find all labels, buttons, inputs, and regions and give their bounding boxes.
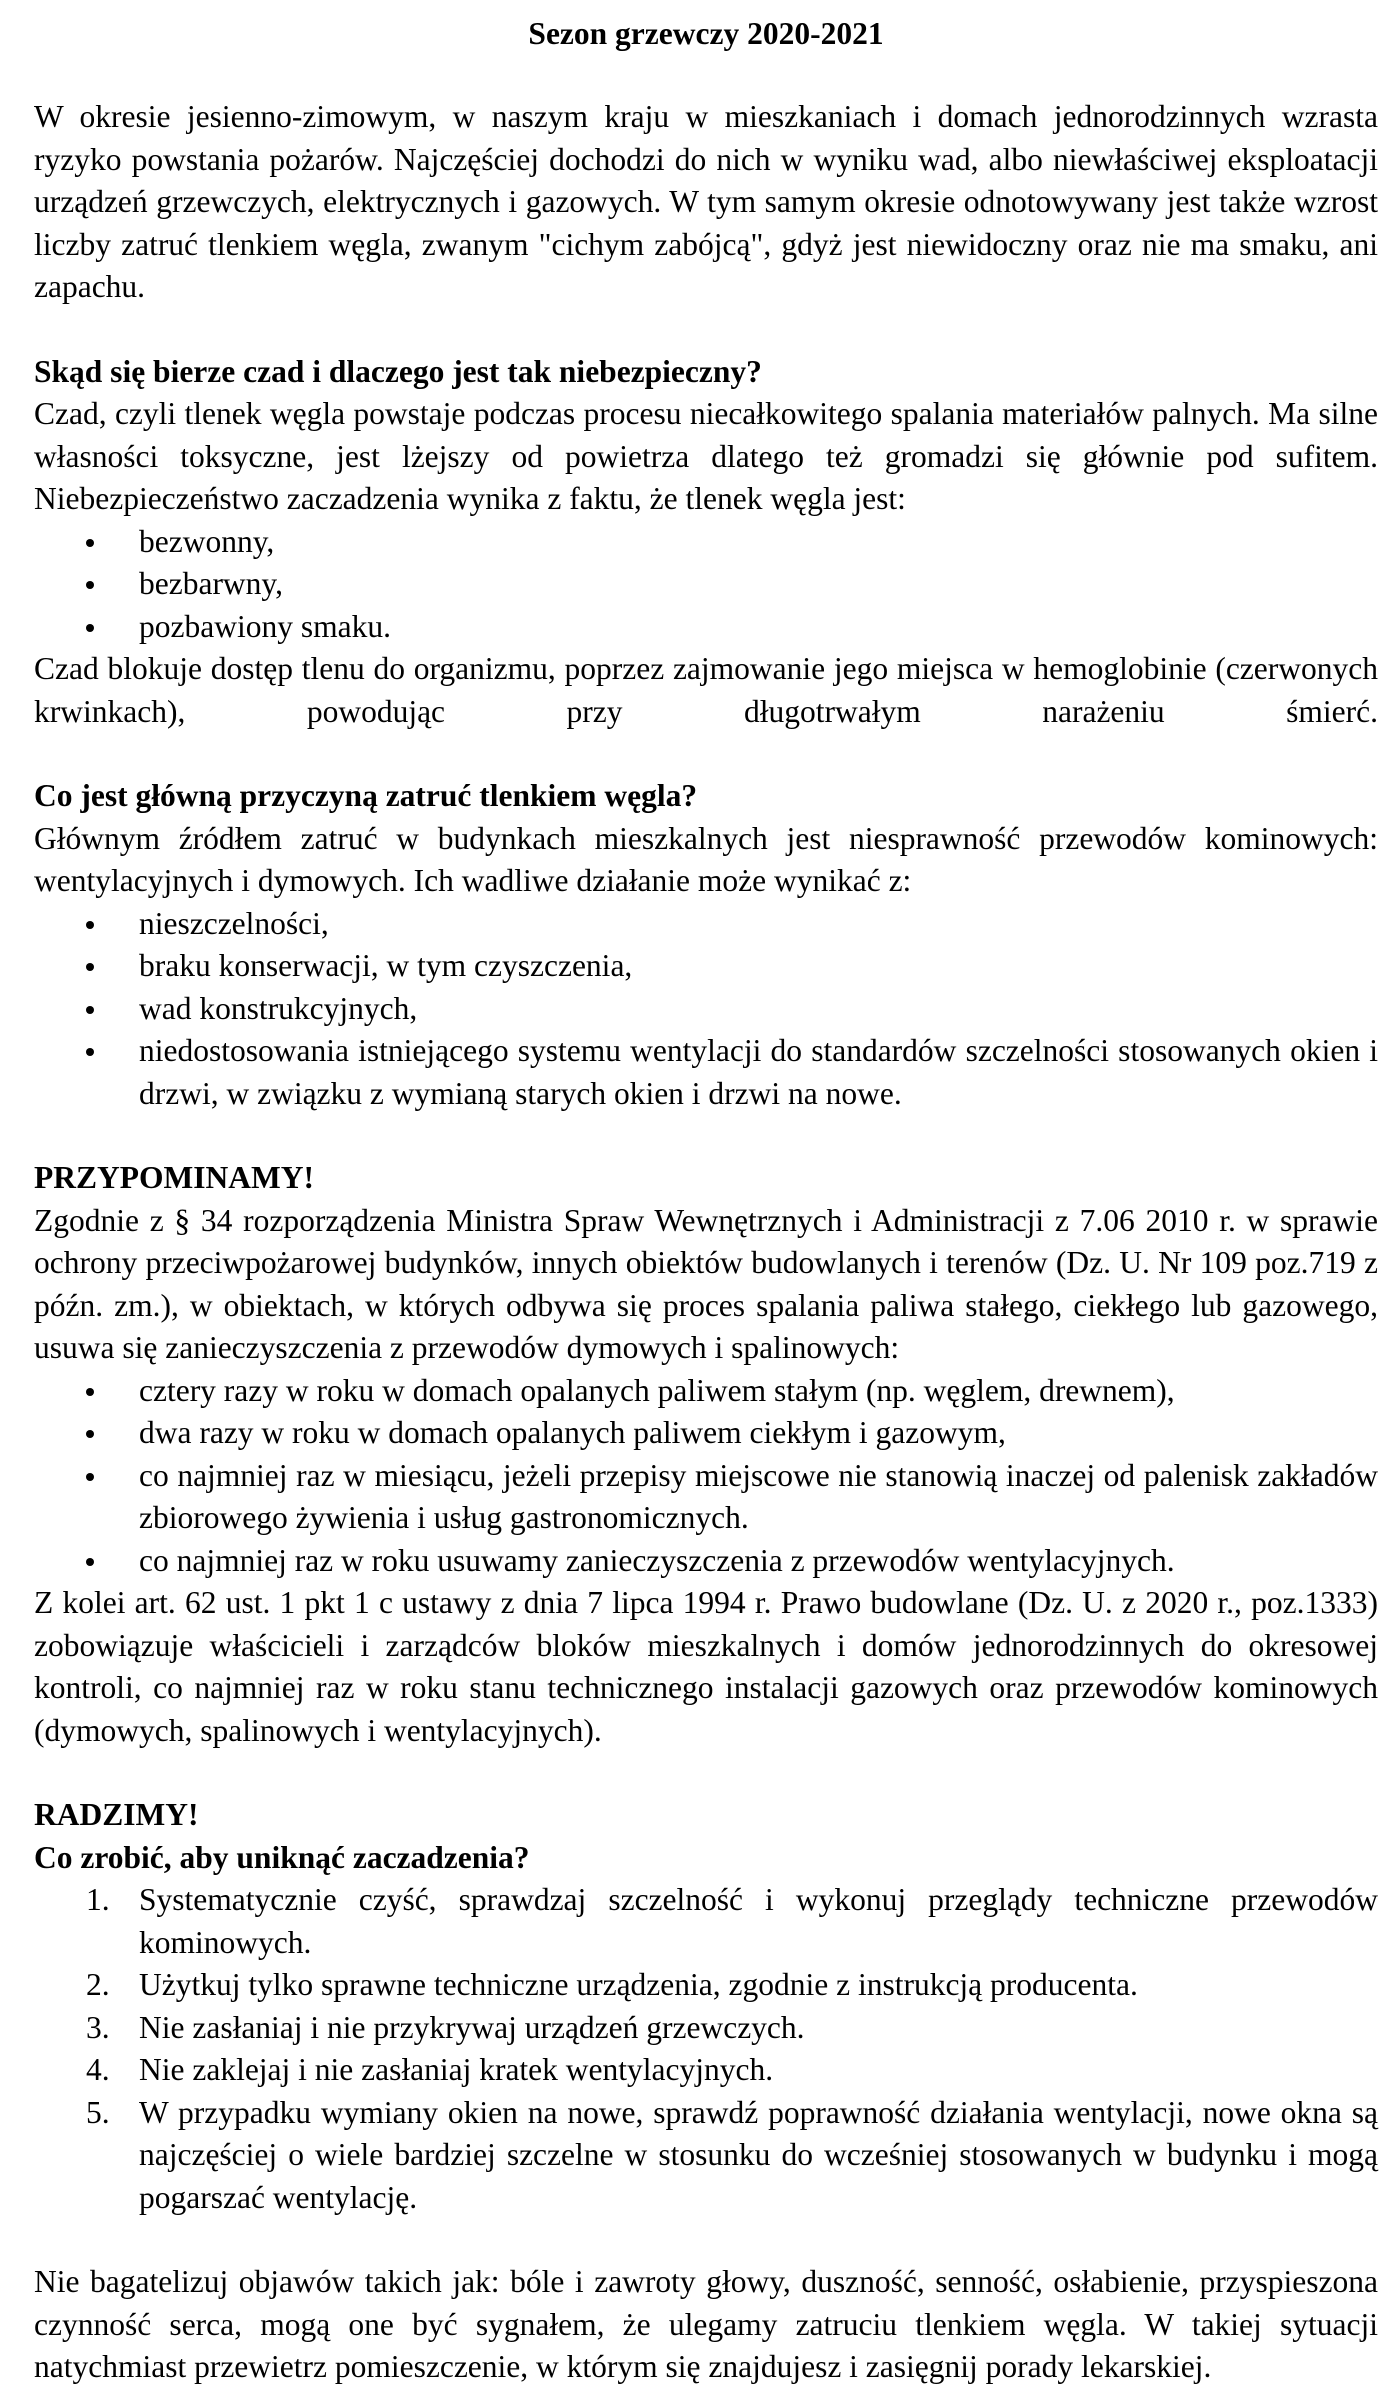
section-paragraph-czad: Czad, czyli tlenek węgla powstaje podczas procesu niecałkowitego spalania materiałów palnych. Ma silne własności toksyczne, jest lżejszy od powietrza dlatego też gromadzi się głównie pod sufitem. Niebezpieczeństwo zaczadzenia wynika z faktu, że tlenek węgla jest: <box>34 396 1378 516</box>
list-item: co najmniej raz w miesiącu, jeżeli przepisy miejscowe nie stanowią inaczej od palenisk zakładów zbiorowego żywienia i usług gastronomicznych. <box>34 1455 1378 1540</box>
section-heading-przyczyna: Co jest główną przyczyną zatruć tlenkiem węgla? <box>34 778 698 813</box>
list-item: cztery razy w roku w domach opalanych paliwem stałym (np. węglem, drewnem), <box>34 1370 1378 1413</box>
section-heading-czad: Skąd się bierze czad i dlaczego jest tak niebezpieczny? <box>34 353 762 389</box>
spacer <box>34 1752 1378 1794</box>
spacer <box>34 733 1378 775</box>
list-item-text: Systematycznie czyść, sprawdzaj szczelność i wykonuj przeglądy techniczne przewodów kominowych. <box>139 1882 1378 1960</box>
spacer <box>34 309 1378 351</box>
list-item-number: 2. <box>86 1967 110 2002</box>
list-item <box>34 2092 1378 2220</box>
list-item-text: Nie zasłaniaj i nie przykrywaj urządzeń grzewczych. <box>139 2009 805 2045</box>
list-item <box>34 2049 1378 2092</box>
bullet-list-przyczyna <box>34 903 1378 1116</box>
section-paragraph-przyczyna: Głównym źródłem zatruć w budynkach mieszkalnych jest niesprawność przewodów kominowych: wentylacyjnych i dymowych. Ich wadliwe działanie może wynikać z: <box>34 820 1378 898</box>
list-item: dwa razy w roku w domach opalanych paliwem ciekłym i gazowym, <box>34 1412 1378 1455</box>
list-item <box>34 1879 1378 1964</box>
list-item-number: 1. <box>86 1882 110 1917</box>
list-item-text: Nie zaklejaj i nie zasłaniaj kratek wentylacyjnych. <box>139 2052 774 2087</box>
list-item-number: 4. <box>86 2052 110 2087</box>
bullet-list-czad <box>34 521 1378 649</box>
list-item: bezbarwny, <box>34 563 1378 606</box>
section-heading-przypominamy: PRZYPOMINAMY! <box>34 1160 314 1195</box>
list-item: wad konstrukcyjnych, <box>34 988 1378 1031</box>
section-paragraph-przypominamy: Zgodnie z § 34 rozporządzenia Ministra Spraw Wewnętrznych i Administracji z 7.06 2010 r. w sprawie ochrony przeciwpożarowej budynków, innych obiektów budowlanych i terenów (Dz. U. Nr 109 poz.719 z późn. zm.), w obiektach, w których odbywa się proces spalania paliwa stałego, ciekłego lub gazowego, usuwa się zanieczyszczenia z przewodów dymowych i spalinowych: <box>34 1202 1378 1365</box>
closing-paragraph: Nie bagatelizuj objawów takich jak: bóle i zawroty głowy, duszność, senność, osłabienie, przyspieszona czynność serca, mogą one być sygnałem, że ulegamy zatruciu tlenkiem węgla. W takiej sytuacji natychmiast przewietrz pomieszczenie, w którym się znajdujesz i zasięgnij porady lekarskiej. <box>34 2264 1378 2384</box>
section-heading-radzimy: RADZIMY! <box>34 1797 199 1832</box>
list-item-text: W przypadku wymiany okien na nowe, sprawdź poprawność działania wentylacji, nowe okna są najczęściej o wiele bardziej szczelne w stosunku do wcześniej stosowanych w budynku i mogą pogarszać wentylację. <box>139 2094 1378 2215</box>
list-item-number: 3. <box>86 2009 110 2045</box>
document-title: Sezon grzewczy 2020-2021 <box>528 16 884 51</box>
list-item: pozbawiony smaku. <box>34 606 1378 649</box>
spacer <box>34 1115 1378 1157</box>
spacer <box>34 2219 1378 2261</box>
list-item: niedostosowania istniejącego systemu wentylacji do standardów szczelności stosowanych okien i drzwi, w związku z wymianą starych okien i drzwi na nowe. <box>34 1030 1378 1115</box>
list-item: nieszczelności, <box>34 903 1378 946</box>
list-item: bezwonny, <box>34 521 1378 564</box>
section-paragraph-przypominamy-after: Z kolei art. 62 ust. 1 pkt 1 c ustawy z dnia 7 lipca 1994 r. Prawo budowlane (Dz. U. z 2020 r., poz.1333) zobowiązuje właścicieli i zarządców bloków mieszkalnych i domów jednorodzinnych do okresowej kontroli, co najmniej raz w roku stanu technicznego instalacji gazowych oraz przewodów kominowych (dymowych, spalinowych i wentylacyjnych). <box>34 1585 1378 1748</box>
section-subheading-radzimy: Co zrobić, aby uniknąć zaczadzenia? <box>34 1839 530 1875</box>
list-item-number: 5. <box>86 2094 110 2130</box>
list-item <box>34 1964 1378 2007</box>
list-item-text: Użytkuj tylko sprawne techniczne urządzenia, zgodnie z instrukcją producenta. <box>139 1967 1138 2002</box>
list-item: braku konserwacji, w tym czyszczenia, <box>34 945 1378 988</box>
list-item <box>34 2007 1378 2050</box>
section-paragraph-czad-after: Czad blokuje dostęp tlenu do organizmu, poprzez zajmowanie jego miejsca w hemoglobinie (czerwonych krwinkach), powodując przy długotrwałym narażeniu śmierć. <box>34 651 1378 729</box>
bullet-list-przypominamy <box>34 1370 1378 1583</box>
list-item: co najmniej raz w roku usuwamy zanieczyszczenia z przewodów wentylacyjnych. <box>34 1540 1378 1583</box>
numbered-list-radzimy <box>34 1879 1378 2219</box>
intro-paragraph: W okresie jesienno-zimowym, w naszym kraju w mieszkaniach i domach jednorodzinnych wzrasta ryzyko powstania pożarów. Najczęściej dochodzi do nich w wyniku wad, albo niewłaściwej eksploatacji urządzeń grzewczych, elektrycznych i gazowych. W tym samym okresie odnotowywany jest także wzrost liczby zatruć tlenkiem węgla, zwanym "cichym zabójcą", gdyż jest niewidoczny oraz nie ma smaku, ani zapachu. <box>34 99 1378 304</box>
